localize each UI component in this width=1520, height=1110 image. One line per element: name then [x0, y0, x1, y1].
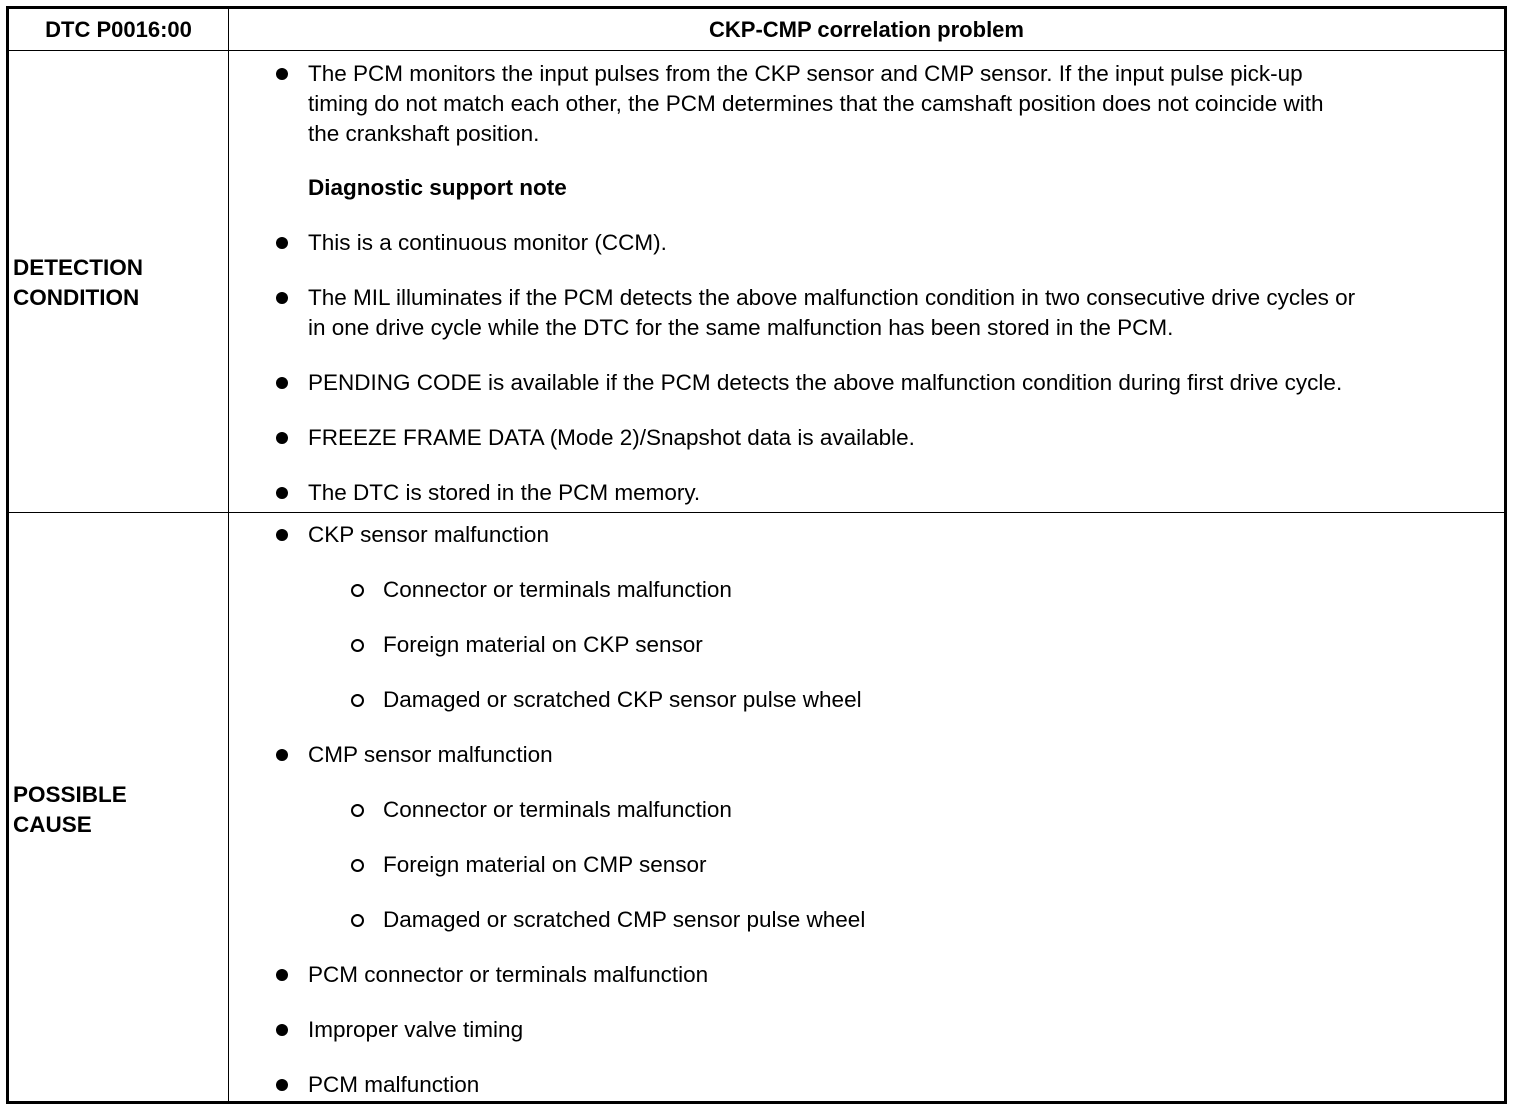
list-item	[308, 423, 1474, 453]
text-line: Connector or terminals malfunction	[383, 797, 732, 822]
dtc-table	[6, 6, 1507, 1104]
column-divider	[228, 9, 229, 1101]
header-divider	[9, 50, 1504, 51]
list-item	[308, 368, 1474, 398]
circle-bullet-icon	[351, 914, 364, 927]
label-line: CAUSE	[13, 812, 92, 837]
sub-list-item	[383, 795, 1474, 825]
row-divider	[9, 512, 1504, 513]
bullet-icon	[276, 292, 288, 304]
sub-list-item	[383, 630, 1474, 660]
list-item	[308, 520, 1474, 550]
detection-condition-label	[13, 253, 218, 313]
list-item	[308, 228, 1474, 258]
possible-cause-label	[13, 780, 218, 840]
bullet-icon	[276, 749, 288, 761]
dtc-code: DTC P0016:00	[45, 16, 192, 42]
text-line: PCM malfunction	[308, 1072, 480, 1097]
list-item	[308, 960, 1474, 990]
sub-list-item	[383, 850, 1474, 880]
label-line: CONDITION	[13, 285, 140, 310]
list-item	[308, 478, 1474, 508]
list-item	[308, 740, 1474, 770]
text-line: PENDING CODE is available if the PCM detects the above malfunction condition during first drive cycle.	[308, 370, 1343, 395]
text-line: in one drive cycle while the DTC for the same malfunction has been stored in the PCM.	[308, 315, 1174, 340]
sub-list-item	[383, 905, 1474, 935]
circle-bullet-icon	[351, 804, 364, 817]
text-line: This is a continuous monitor (CCM).	[308, 230, 667, 255]
bullet-icon	[276, 432, 288, 444]
bullet-icon	[276, 969, 288, 981]
text-line: The MIL illuminates if the PCM detects the above malfunction condition in two consecutive drive cycles or	[308, 285, 1356, 310]
bullet-icon	[276, 1079, 288, 1091]
list-item	[308, 283, 1474, 343]
text-line: Damaged or scratched CKP sensor pulse wheel	[383, 687, 862, 712]
text-line: timing do not match each other, the PCM determines that the camshaft position does not coincide with	[308, 91, 1324, 116]
dtc-title: CKP-CMP correlation problem	[709, 16, 1024, 42]
text-line: The PCM monitors the input pulses from the CKP sensor and CMP sensor. If the input pulse pick-up	[308, 61, 1303, 86]
text-line: The DTC is stored in the PCM memory.	[308, 480, 701, 505]
text-line: Damaged or scratched CMP sensor pulse wheel	[383, 907, 866, 932]
text-line: Foreign material on CKP sensor	[383, 632, 703, 657]
circle-bullet-icon	[351, 584, 364, 597]
label-line: POSSIBLE	[13, 782, 127, 807]
list-item	[308, 1015, 1474, 1045]
diagnostic-support-note-heading: Diagnostic support note	[308, 175, 567, 200]
bullet-icon	[276, 237, 288, 249]
text-line: Improper valve timing	[308, 1017, 524, 1042]
bullet-icon	[276, 487, 288, 499]
list-item	[308, 1070, 1474, 1100]
bullet-icon	[276, 1024, 288, 1036]
circle-bullet-icon	[351, 694, 364, 707]
text-line: Foreign material on CMP sensor	[383, 852, 707, 877]
text-line: FREEZE FRAME DATA (Mode 2)/Snapshot data is available.	[308, 425, 915, 450]
text-line: Connector or terminals malfunction	[383, 577, 732, 602]
sub-list-item	[383, 685, 1474, 715]
circle-bullet-icon	[351, 859, 364, 872]
text-line: the crankshaft position.	[308, 121, 540, 146]
circle-bullet-icon	[351, 639, 364, 652]
list-item	[308, 59, 1474, 149]
bullet-icon	[276, 68, 288, 80]
label-line: DETECTION	[13, 255, 144, 280]
text-line: CKP sensor malfunction	[308, 522, 549, 547]
bullet-icon	[276, 529, 288, 541]
bullet-icon	[276, 377, 288, 389]
text-line: CMP sensor malfunction	[308, 742, 553, 767]
sub-list-item	[383, 575, 1474, 605]
text-line: PCM connector or terminals malfunction	[308, 962, 709, 987]
